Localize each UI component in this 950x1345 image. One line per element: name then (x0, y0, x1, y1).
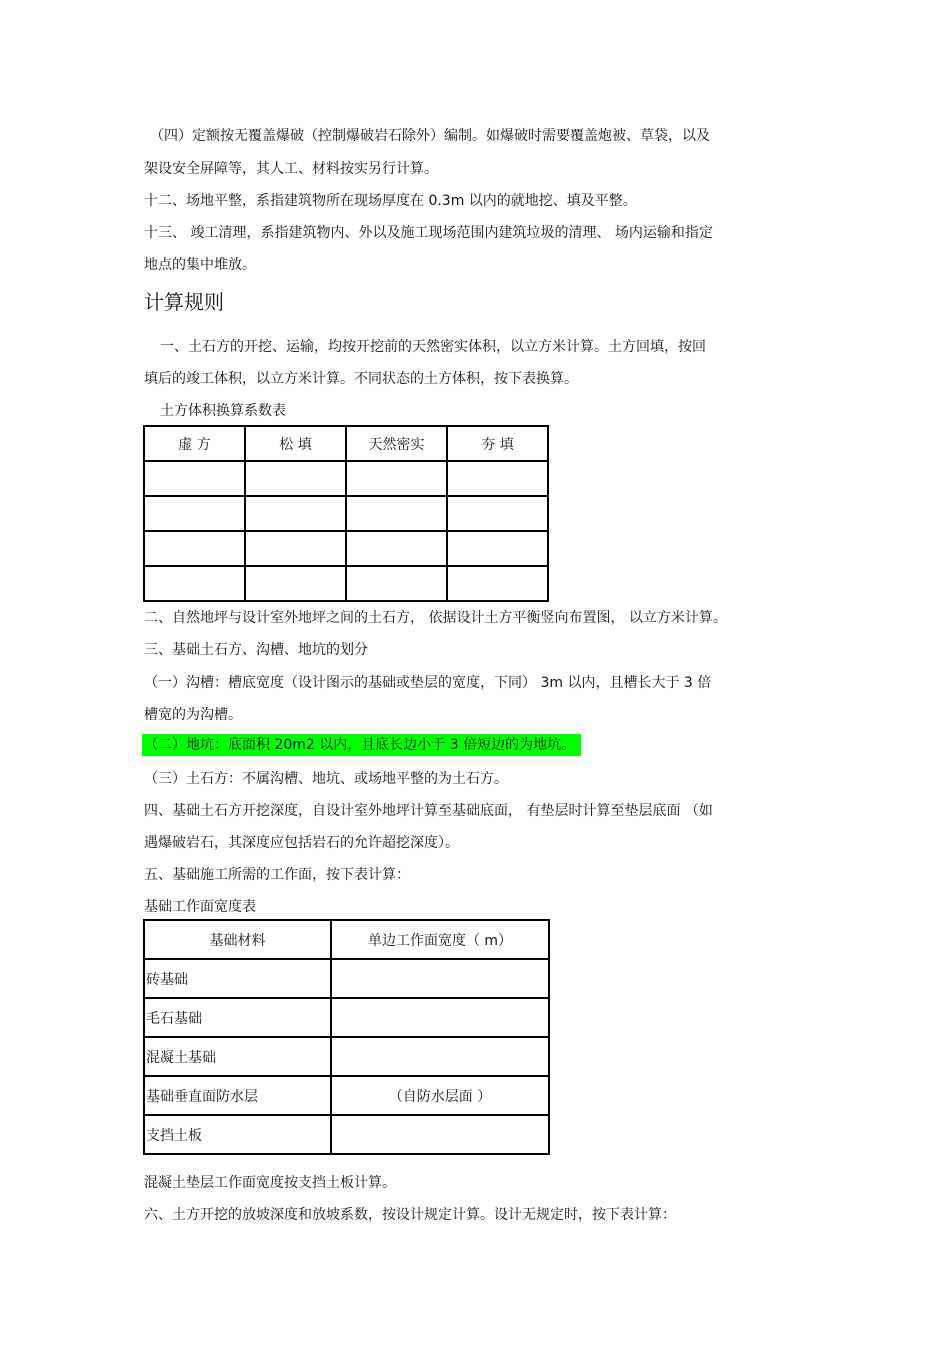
highlight-text: （二）地坑：底面积 20m2 以内，且底长边小于 3 倍短边的为地坑。 (142, 734, 581, 756)
table-cell: 基础垂直面防水层 (144, 1076, 331, 1115)
table-row (144, 1037, 549, 1076)
paragraph-rule-2: 二、自然地坪与设计室外地坪之间的土石方， 依据设计土方平衡竖向布置图， 以立方米计算。 (144, 610, 727, 626)
paragraph-rule-3: 三、基础土石方、沟槽、地坑的划分 (144, 642, 368, 658)
paragraph-blasting-rule: （四）定额按无覆盖爆破（控制爆破岩石除外）编制。如爆破时需要覆盖炮被、草袋，以及 (150, 128, 710, 144)
table-cell (144, 531, 245, 566)
table-row (144, 959, 549, 998)
paragraph-site-cleanup-cont: 地点的集中堆放。 (144, 257, 256, 273)
table-cell (346, 496, 447, 531)
table-cell: 混凝土基础 (144, 1037, 331, 1076)
table-row (144, 496, 548, 531)
paragraph-rule-1-cont: 填后的竣工体积，以立方米计算。不同状态的土方体积，按下表换算。 (144, 371, 578, 387)
table-cell: 支挡土板 (144, 1115, 331, 1154)
width-table-caption: 基础工作面宽度表 (144, 899, 256, 915)
table-row (144, 531, 548, 566)
table-cell (245, 496, 346, 531)
table-cell (144, 461, 245, 496)
paragraph-trench-def-cont: 槽宽的为沟槽。 (144, 707, 242, 723)
section-heading: 计算规则 (144, 290, 224, 314)
table-header-cell: 夯 填 (447, 426, 548, 461)
table-cell (346, 566, 447, 601)
foundation-width-table (143, 919, 550, 1155)
table-header-cell: 天然密实 (346, 426, 447, 461)
table-cell (447, 461, 548, 496)
table-cell (245, 531, 346, 566)
table-cell: 砖基础 (144, 959, 331, 998)
highlighted-pit-definition (142, 736, 581, 754)
table-row (144, 566, 548, 601)
table-cell: （自防水层面 ） (331, 1076, 549, 1115)
soil-table-caption: 土方体积换算系数表 (160, 403, 286, 419)
table-row (144, 461, 548, 496)
paragraph-rule-1: 一、土石方的开挖、运输，均按开挖前的天然密实体积，以立方米计算。土方回填，按回 (160, 339, 706, 355)
table-header-row (144, 920, 549, 959)
table-cell (447, 566, 548, 601)
paragraph-rule-4-cont: 遇爆破岩石，其深度应包括岩石的允许超挖深度）。 (144, 835, 459, 851)
table-header-cell: 松 填 (245, 426, 346, 461)
table-cell (144, 566, 245, 601)
paragraph-rule-5: 五、基础施工所需的工作面，按下表计算： (144, 867, 410, 883)
paragraph-rule-4: 四、基础土石方开挖深度，自设计室外地坪计算至基础底面， 有垫层时计算至垫层底面 （如 (144, 803, 713, 819)
table-header-cell: 单边工作面宽度（ m） (331, 920, 549, 959)
table-cell (331, 1115, 549, 1154)
table-cell (331, 998, 549, 1037)
table-cell (346, 461, 447, 496)
table-cell (245, 461, 346, 496)
paragraph-site-leveling: 十二、场地平整，系指建筑物所在现场厚度在 0.3m 以内的就地挖、填及平整。 (144, 193, 637, 209)
table-cell (447, 496, 548, 531)
table-cell (144, 496, 245, 531)
table-header-row (144, 426, 548, 461)
paragraph-blasting-rule-cont: 架设安全屏障等，其人工、材料按实另行计算。 (144, 161, 438, 177)
table-cell (331, 1037, 549, 1076)
table-cell (346, 531, 447, 566)
table-cell: 毛石基础 (144, 998, 331, 1037)
paragraph-earthwork-def: （三）土石方：不属沟槽、地坑、或场地平整的为土石方。 (144, 771, 508, 787)
table-cell (245, 566, 346, 601)
paragraph-rule-6: 六、土方开挖的放坡深度和放坡系数，按设计规定计算。设计无规定时，按下表计算： (144, 1207, 676, 1223)
table-row (144, 1115, 549, 1154)
table-cell (331, 959, 549, 998)
table-row (144, 998, 549, 1037)
paragraph-concrete-pad: 混凝土垫层工作面宽度按支挡土板计算。 (144, 1175, 396, 1191)
paragraph-site-cleanup: 十三、 竣工清理，系指建筑物内、外以及施工现场范围内建筑垃圾的清理、 场内运输和指定 (144, 225, 713, 241)
table-cell (447, 531, 548, 566)
table-header-cell: 虚 方 (144, 426, 245, 461)
paragraph-trench-def: （一）沟槽：槽底宽度（设计图示的基础或垫层的宽度，下同） 3m 以内，且槽长大于 3 倍 (144, 675, 712, 691)
table-row (144, 1076, 549, 1115)
soil-conversion-table (143, 425, 549, 602)
table-header-cell: 基础材料 (144, 920, 331, 959)
